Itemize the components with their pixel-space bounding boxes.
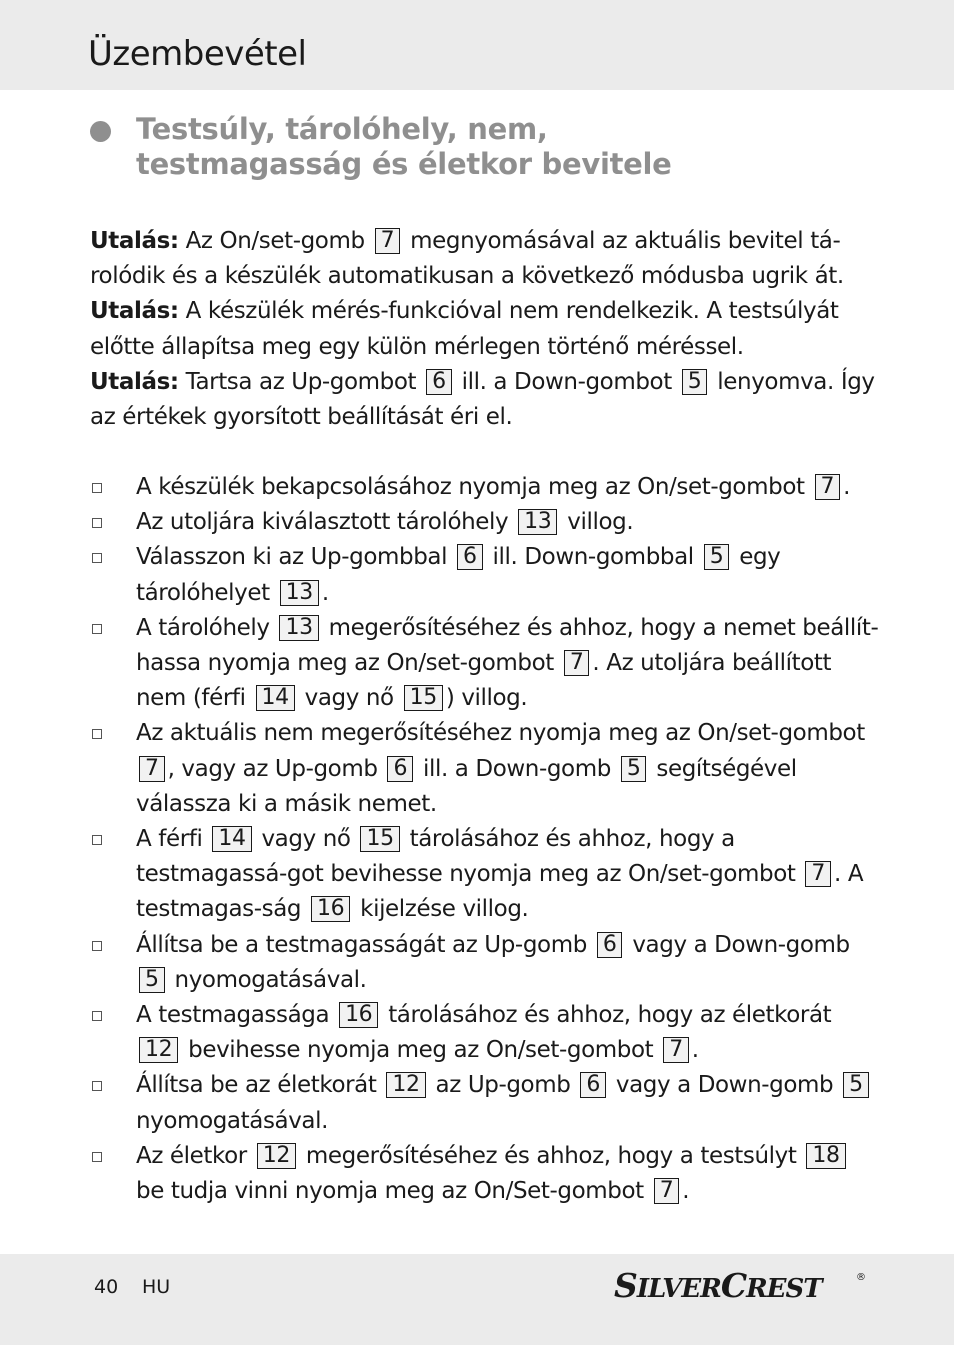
text-run: .	[682, 1178, 690, 1205]
text-run: Válasszon ki az Up-gombbal	[136, 544, 455, 571]
part-number-box: 15	[360, 826, 399, 852]
text-run: lenyomva. Így az értékek gyorsított beállítását éri el.	[90, 368, 875, 431]
text-run: vagy a Down-gomb	[625, 931, 850, 958]
language-code: HU	[142, 1276, 171, 1298]
step-item	[90, 822, 880, 928]
text-run: kijelzése villog.	[353, 896, 529, 923]
part-number-box: 12	[386, 1072, 425, 1098]
note-paragraph	[90, 365, 880, 435]
text-run: .	[843, 474, 851, 500]
part-number-box: 14	[212, 826, 251, 852]
note-paragraph	[90, 224, 880, 294]
step-checkbox-icon	[92, 518, 102, 528]
text-run: villog.	[560, 509, 634, 536]
text-run: bevihesse nyomja meg az On/set-gombot	[181, 1037, 661, 1064]
step-checkbox-icon	[92, 1152, 102, 1162]
brand-logo: SILVERCREST	[614, 1266, 822, 1305]
step-checkbox-icon	[92, 1081, 102, 1091]
text-run: A készülék bekapcsolásához nyomja meg az On/set-gombot	[136, 474, 812, 500]
part-number-box: 13	[280, 580, 319, 606]
part-number-box: 13	[518, 509, 557, 535]
text-run: ill. Down-gombbal	[485, 544, 701, 571]
page-number: 40	[94, 1276, 119, 1298]
step-item	[90, 928, 880, 998]
text-run: . A testmagas-ság	[136, 861, 864, 923]
step-item	[90, 470, 880, 505]
text-run: .	[691, 1037, 699, 1064]
part-number-box: 7	[139, 756, 165, 782]
text-run: Állítsa be az életkorát	[136, 1072, 384, 1099]
step-checkbox-icon	[92, 483, 102, 493]
text-run: ill. a Down-gombot	[454, 368, 679, 395]
text-run: tárolásához és ahhoz, hogy a testmagassá-got bevihesse nyomja meg az On/set-gombot	[136, 826, 803, 888]
part-number-box: 5	[139, 967, 165, 993]
step-item	[90, 1068, 880, 1138]
text-run: az Up-gomb	[428, 1072, 578, 1099]
step-item	[90, 1139, 880, 1209]
text-run: tárolásához és ahhoz, hogy az életkorát	[381, 1002, 832, 1029]
text-run: , vagy az Up-gomb	[167, 755, 385, 782]
text-run: A tárolóhely	[136, 614, 277, 641]
text-run: nyomogatásával.	[167, 966, 367, 993]
step-checkbox-icon	[92, 624, 102, 634]
part-number-box: 6	[387, 756, 413, 782]
step-item	[90, 716, 880, 822]
text-run: be tudja vinni nyomja meg az On/Set-gombot	[136, 1178, 651, 1205]
part-number-box: 14	[256, 685, 295, 711]
part-number-box: 5	[843, 1072, 869, 1098]
part-number-box: 5	[621, 756, 647, 782]
registered-mark: ®	[856, 1272, 866, 1283]
page-title: Üzembevétel	[88, 34, 307, 74]
part-number-box: 16	[311, 896, 350, 922]
section-heading-line-1: Testsúly, tárolóhely, nem,	[136, 112, 548, 146]
text-run: Az életkor	[136, 1142, 254, 1169]
text-run: A férfi	[136, 826, 210, 853]
text-run: ) villog.	[445, 685, 528, 712]
notes-block	[90, 224, 880, 435]
part-number-box: 18	[806, 1143, 845, 1169]
part-number-box: 7	[805, 861, 831, 887]
step-checkbox-icon	[92, 941, 102, 951]
part-number-box: 7	[663, 1037, 689, 1063]
text-run: Állítsa be a testmagasságát az Up-gomb	[136, 931, 594, 958]
note-label: Utalás:	[90, 368, 179, 395]
text-run: vagy a Down-gomb	[608, 1072, 841, 1099]
note-label: Utalás:	[90, 298, 179, 325]
text-run: megnyomásával az aktuális bevitel tá-rolódik és a készülék automatikusan a következő módusba ugrik át.	[90, 228, 844, 290]
section-bullet-icon	[90, 121, 111, 142]
step-item	[90, 998, 880, 1068]
section-heading-line-2: testmagasság és életkor bevitele	[136, 147, 672, 181]
note-paragraph	[90, 294, 880, 364]
text-run: megerősítéséhez és ahhoz, hogy a testsúlyt	[298, 1142, 804, 1169]
part-number-box: 7	[815, 474, 841, 500]
text-run: .	[321, 579, 329, 606]
part-number-box: 6	[580, 1072, 606, 1098]
step-item	[90, 505, 880, 540]
text-run: nyomogatásával.	[136, 1107, 329, 1134]
text-run: megerősítéséhez és ahhoz, hogy a nemet beállít-hassa nyomja meg az On/set-gombot	[136, 614, 879, 677]
text-run: vagy nő	[254, 826, 358, 853]
part-number-box: 6	[597, 932, 623, 958]
part-number-box: 5	[682, 369, 708, 395]
step-checkbox-icon	[92, 729, 102, 739]
text-run: A testmagassága	[136, 1002, 337, 1029]
part-number-box: 7	[654, 1178, 680, 1204]
part-number-box: 15	[404, 685, 443, 711]
text-run: ill. a Down-gomb	[416, 755, 618, 782]
step-checkbox-icon	[92, 1011, 102, 1021]
part-number-box: 7	[375, 228, 401, 254]
step-item	[90, 540, 880, 610]
text-run: Az aktuális nem megerősítéséhez nyomja meg az On/set-gombot	[136, 720, 865, 747]
steps-list	[90, 470, 880, 1209]
text-run: segítségével válassza ki a másik nemet.	[136, 755, 797, 817]
section-heading	[136, 112, 896, 182]
part-number-box: 12	[139, 1037, 178, 1063]
step-checkbox-icon	[92, 835, 102, 845]
part-number-box: 7	[564, 650, 590, 676]
text-run: A készülék mérés-funkcióval nem rendelkezik. A testsúlyát előtte állapítsa meg egy külön mérlegen történő méréssel.	[90, 298, 839, 360]
text-run: Az utoljára kiválasztott tárolóhely	[136, 509, 516, 536]
text-run: egy tárolóhelyet	[136, 544, 781, 606]
text-run: . Az utoljára beállított nem (férfi	[136, 650, 832, 712]
part-number-box: 6	[426, 369, 452, 395]
part-number-box: 16	[339, 1002, 378, 1028]
text-run: Tartsa az Up-gombot	[178, 368, 424, 395]
part-number-box: 5	[704, 544, 730, 570]
note-label: Utalás:	[90, 228, 179, 254]
step-checkbox-icon	[92, 553, 102, 563]
step-item	[90, 611, 880, 717]
part-number-box: 12	[257, 1143, 296, 1169]
part-number-box: 13	[279, 615, 318, 641]
text-run: vagy nő	[297, 685, 401, 712]
part-number-box: 6	[457, 544, 483, 570]
header-band	[0, 0, 954, 90]
text-run: Az On/set-gomb	[178, 228, 372, 254]
